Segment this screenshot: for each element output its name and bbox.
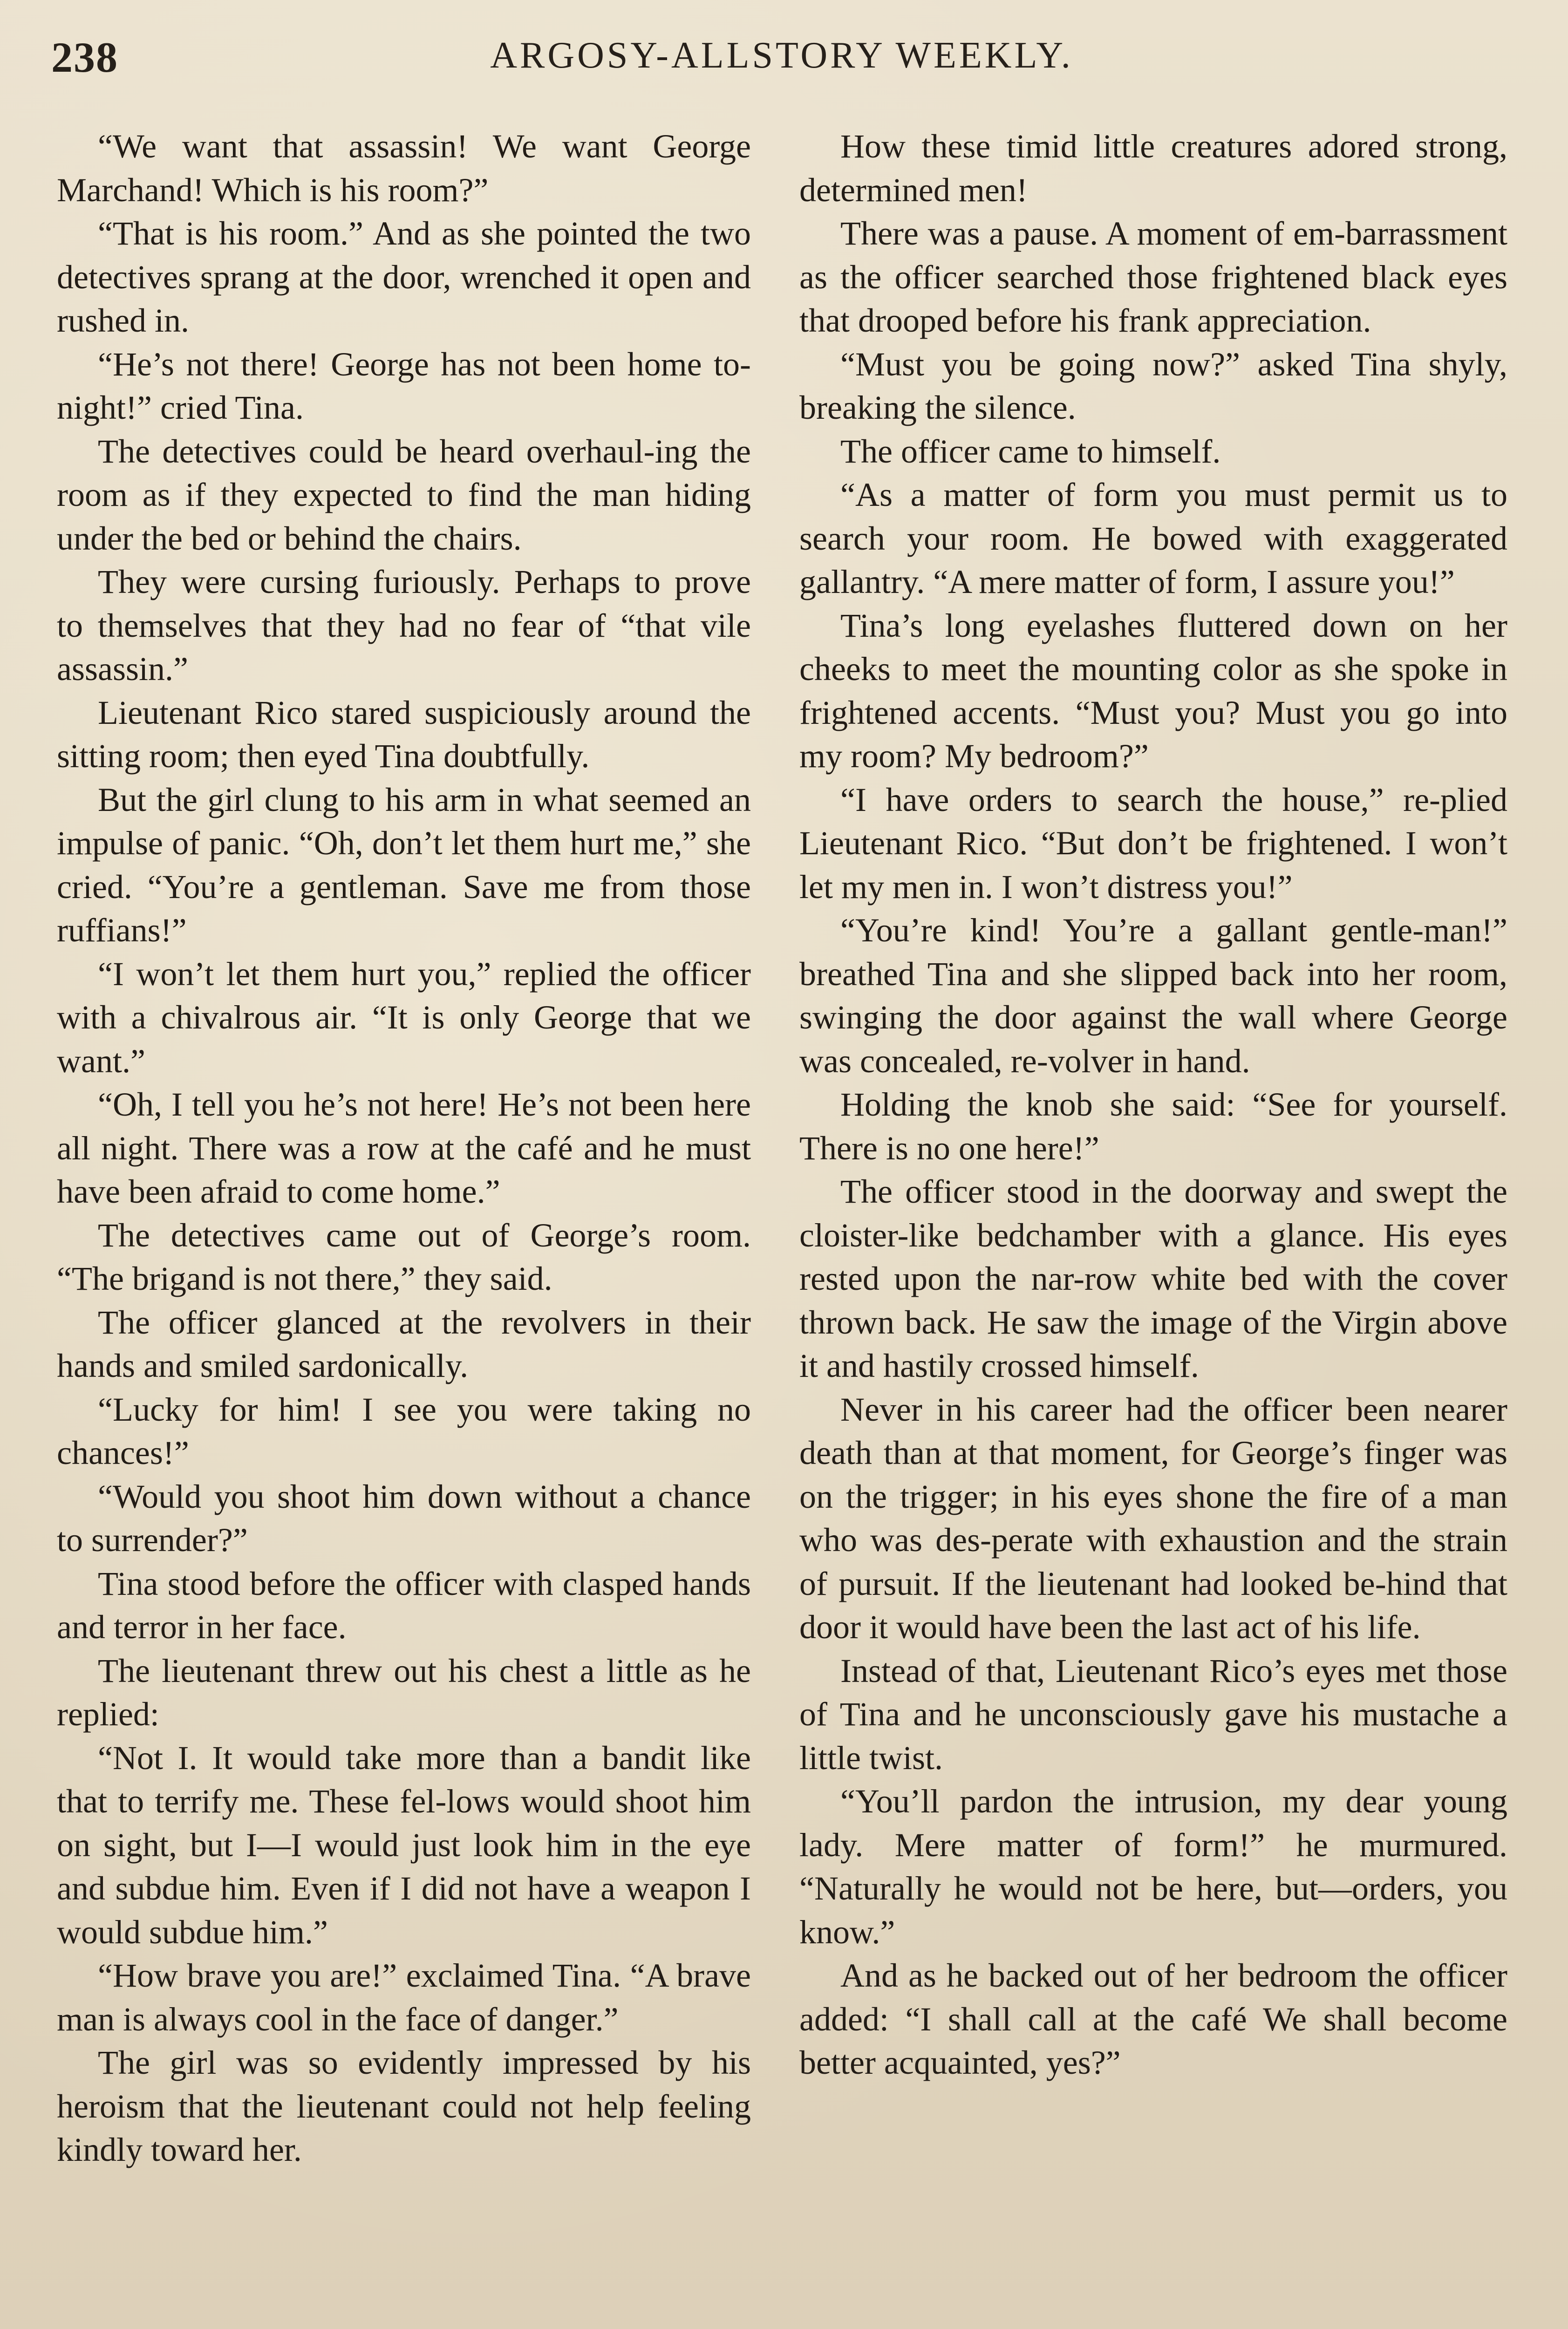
paragraph: “He’s not there! George has not been home to-night!” cried Tina. [57,345,751,426]
right-column [799,125,1507,2085]
paragraph: “You’re kind! You’re a gallant gentle-man!” breathed Tina and she slipped back into her room, swinging the door against the wall where George was concealed, re-volver in hand. [799,912,1507,1080]
paragraph: “We want that assassin! We want George Marchand! Which is his room?” [57,128,751,209]
paragraph: Instead of that, Lieutenant Rico’s eyes met those of Tina and he unconsciously gave his mustache a little twist. [799,1652,1507,1777]
paragraph: Tina’s long eyelashes fluttered down on her cheeks to meet the mounting color as she spoke in frightened accents. “Must you? Must you go into my room? My bedroom?” [799,606,1507,775]
paragraph: “How brave you are!” exclaimed Tina. “A brave man is always cool in the face of danger.” [57,1957,751,2038]
paragraph: “I won’t let them hurt you,” replied the officer with a chivalrous air. “It is only George that we want.” [57,955,751,1080]
publication-title: ARGOSY-ALLSTORY WEEKLY. [490,35,1073,76]
paragraph: “Oh, I tell you he’s not here! He’s not been here all night. There was a row at the café and he must have been afraid to come home.” [57,1086,751,1210]
paragraph: “Would you shoot him down without a chance to surrender?” [57,1478,751,1559]
page-number: 238 [51,34,118,81]
paragraph: “Lucky for him! I see you were taking no chances!” [57,1390,751,1471]
paragraph: But the girl clung to his arm in what seemed an impulse of panic. “Oh, don’t let them hurt me,” she cried. “You’re a gentleman. Save me from those ruffians!” [57,781,751,949]
paragraph: “Not I. It would take more than a bandit like that to terrify me. These fel-lows would shoot him on sight, but I—I would just look him in the eye and subdue him. Even if I did not have a weapon I would subdue him.” [57,1739,751,1951]
paragraph: Lieutenant Rico stared suspiciously around the sitting room; then eyed Tina doubtfully. [57,694,751,775]
paragraph: “You’ll pardon the intrusion, my dear young lady. Mere matter of form!” he murmured. “Naturally he would not be here, but—orders, you know.” [799,1783,1507,1951]
paragraph: “Must you be going now?” asked Tina shyly, breaking the silence. [799,345,1507,426]
paragraph: “As a matter of form you must permit us to search your room. He bowed with exaggerated gallantry. “A mere matter of form, I assure you!” [799,476,1507,600]
paragraph: The detectives came out of George’s room. “The brigand is not there,” they said. [57,1216,751,1297]
paragraph: Never in his career had the officer been nearer death than at that moment, for George’s finger was on the trigger; in his eyes shone the fire of a man who was des-perate with exhaustion and the strain of pursuit. If the lieutenant had looked be-hind that door it would have been the last act of his life. [799,1390,1507,1646]
paragraph: “That is his room.” And as she pointed the two detectives sprang at the door, wrenched it open and rushed in. [57,215,751,339]
paragraph: The officer came to himself. [840,432,1221,470]
running-head [51,33,1512,89]
paragraph: How these timid little creatures adored strong, determined men! [799,128,1507,209]
paragraph: And as he backed out of her bedroom the officer added: “I shall call at the café We shall become better acquainted, yes?” [799,1957,1507,2081]
paragraph: They were cursing furiously. Perhaps to prove to themselves that they had no fear of “that vile assassin.” [57,563,751,688]
paragraph: The officer stood in the doorway and swept the cloister-like bedchamber with a glance. His eyes rested upon the nar-row white bed with the cover thrown back. He saw the image of the Virgin above it and hastily crossed himself. [799,1173,1507,1384]
left-column [57,125,751,2172]
paragraph: “I have orders to search the house,” re-plied Lieutenant Rico. “But don’t be frightened. I won’t let my men in. I won’t distress you!” [799,781,1507,906]
paragraph: There was a pause. A moment of em-barrassment as the officer searched those frightened black eyes that drooped before his frank appreciation. [799,215,1507,339]
paragraph: Holding the knob she said: “See for yourself. There is no one here!” [799,1086,1507,1167]
paragraph: Tina stood before the officer with clasped hands and terror in her face. [57,1565,751,1646]
paragraph: The detectives could be heard overhaul-ing the room as if they expected to find the man hiding under the bed or behind the chairs. [57,432,751,557]
paragraph: The girl was so evidently impressed by his heroism that the lieutenant could not help feeling kindly toward her. [57,2044,751,2168]
paragraph: The lieutenant threw out his chest a little as he replied: [57,1652,751,1733]
paragraph: The officer glanced at the revolvers in their hands and smiled sardonically. [57,1303,751,1384]
